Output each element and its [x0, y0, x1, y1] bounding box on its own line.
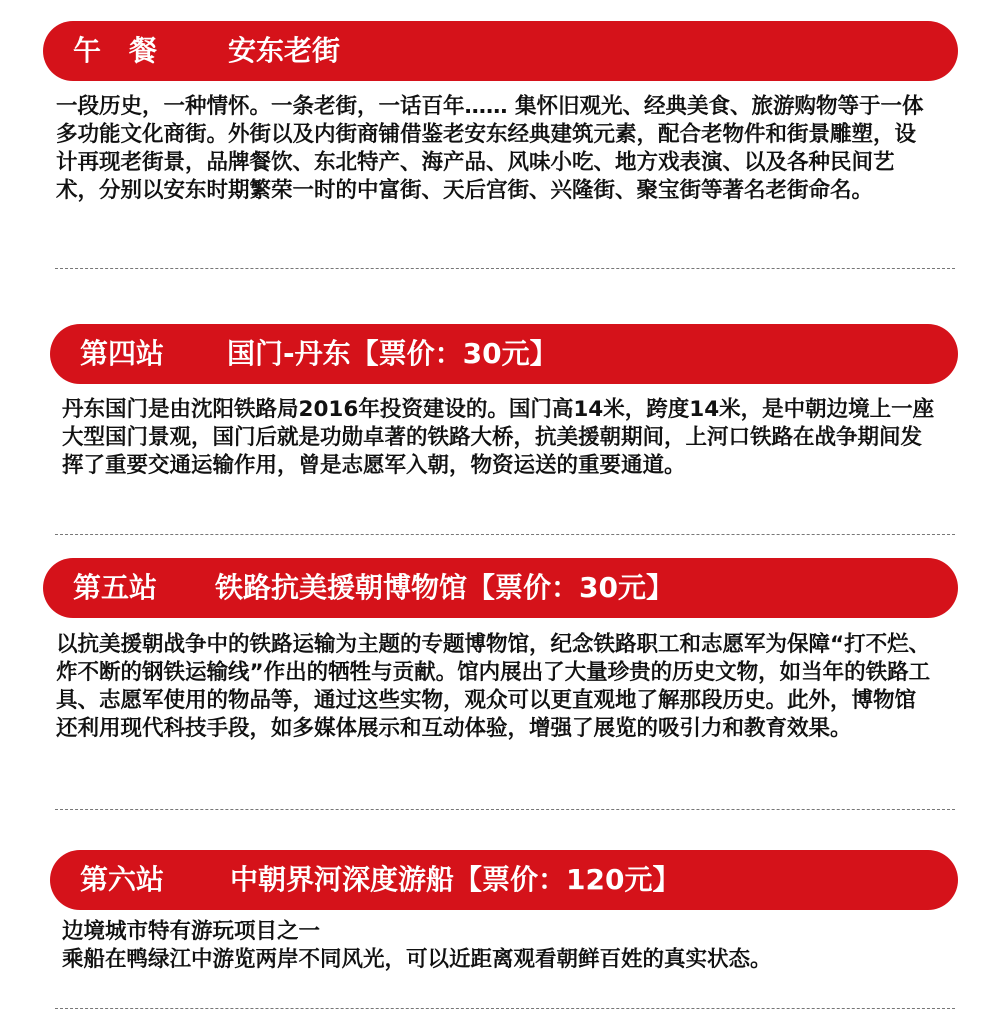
section-title: 安东老街: [228, 34, 341, 67]
dashed-divider: [55, 809, 955, 810]
section-banner: [43, 21, 958, 81]
dashed-divider: [55, 268, 955, 269]
section-banner: [50, 850, 958, 910]
section-description: 一段历史，一种情怀。一条老街，一话百年…… 集怀旧观光、经典美食、旅游购物等于一体多功能文化商街。外街以及内街商铺借鉴老安东经典建筑元素，配合老物件和街景雕塑，设计再现老街景，品牌餐饮、东北特产、海产品、风味小吃、地方戏表演、以及各种民间艺术，分别以安东时期繁荣一时的中富街、天后宫街、兴隆街、聚宝街等著名老街命名。: [56, 94, 924, 203]
section-title: 中朝界河深度游船【票价：120元】: [230, 863, 681, 896]
section-label: 第六站: [80, 863, 165, 896]
description-line: 边境城市特有游玩项目之一: [62, 919, 321, 944]
section-description: 丹东国门是由沈阳铁路局2016年投资建设的。国门高14米，跨度14米，是中朝边境上一座大型国门景观，国门后就是功勋卓著的铁路大桥，抗美援朝期间，上河口铁路在战争期间发挥了重要交通运输作用，曾是志愿军入朝，物资运送的重要通道。: [62, 397, 935, 478]
section-description: 以抗美援朝战争中的铁路运输为主题的专题博物馆，纪念铁路职工和志愿军为保障“打不烂、炸不断的钢铁运输线”作出的牺牲与贡献。馆内展出了大量珍贵的历史文物，如当年的铁路工具、志愿军使用的物品等，通过这些实物，观众可以更直观地了解那段历史。此外，博物馆还利用现代科技手段，如多媒体展示和互动体验，增强了展览的吸引力和教育效果。: [56, 632, 931, 741]
section-description: [62, 918, 962, 974]
dashed-divider: [55, 534, 955, 535]
section-title: 铁路抗美援朝博物馆【票价：30元】: [215, 571, 674, 604]
section-label: 第四站: [80, 337, 165, 370]
section-label: 第五站: [73, 571, 158, 604]
section-label: 午 餐: [73, 34, 158, 67]
section-banner: [50, 324, 958, 384]
dashed-divider: [55, 1008, 955, 1009]
section-banner: [43, 558, 958, 618]
description-line: 乘船在鸭绿江中游览两岸不同风光，可以近距离观看朝鲜百姓的真实状态。: [62, 947, 772, 972]
section-title: 国门-丹东【票价：30元】: [227, 337, 558, 370]
